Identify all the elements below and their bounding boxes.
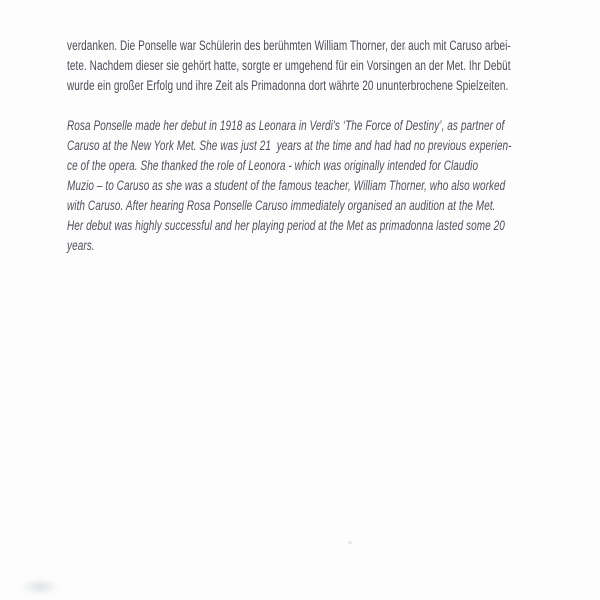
text-line: wurde ein großer Erfolg und ihre Zeit als Primadonna dort währte 20 ununterbrochene Spielzeiten. (67, 78, 509, 93)
text-line: years. (67, 238, 95, 253)
text-line: Muzio – to Caruso as she was a student of the famous teacher, William Thorner, who also worked (67, 178, 506, 193)
text-line: Caruso at the New York Met. She was just 21 years at the time and had had no previous experien- (67, 138, 512, 153)
text-line: with Caruso. After hearing Rosa Ponselle Caruso immediately organised an audition at the Met. (67, 198, 496, 213)
scan-artifact-speck (403, 47, 406, 50)
text-line: ce of the opera. She thanked the role of Leonora - which was originally intended for Claudio (67, 158, 479, 173)
text-line: verdanken. Die Ponselle war Schülerin des berühmten William Thorner, der auch mit Caruso arbei- (67, 38, 511, 53)
scan-artifact-smudge (20, 578, 60, 596)
text-line: Rosa Ponselle made her debut in 1918 as Leonara in Verdi's ‘The Force of Destiny’, as partner of (67, 118, 505, 133)
scan-artifact-speck (348, 541, 352, 544)
text-line: tete. Nachdem dieser sie gehört hatte, sorgte er umgehend für ein Vorsingen an der Met. Ihr Debüt (67, 58, 511, 73)
english-paragraph (67, 116, 512, 256)
text-line: Her debut was highly successful and her playing period at the Met as primadonna lasted some 20 (67, 218, 505, 233)
german-paragraph (67, 36, 511, 96)
